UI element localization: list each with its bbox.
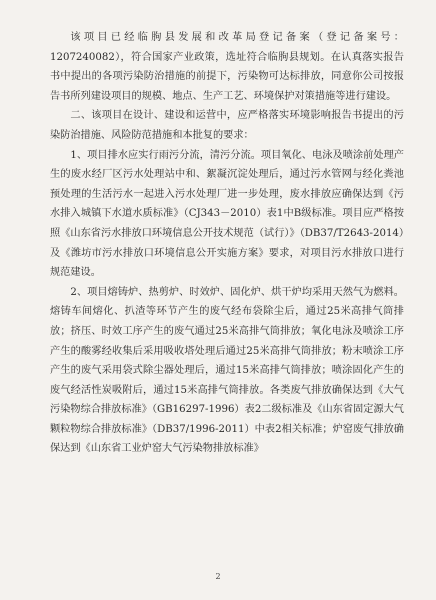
paragraph-section-two: 二、该项目在设计、建设和运营中，应严格落实环境影响报告书提出的污染防治措施、风险防范措施和本批复的要求：: [50, 110, 404, 141]
page-number: 2: [215, 572, 221, 581]
paragraph-item-exhaust: 2、项目熔铸炉、热剪炉、时效炉、固化炉、烘干炉均采用天然气为燃料。熔铸车间熔化、扒渣等环节产生的废气经布袋除尘后，通过25米高排气筒排放；挤压、时效工序产生的废气通过25米高排气筒排放；氧化电泳及喷涂工序产生的酸雾经收集后采用吸收塔处理后通过25米高排气筒排放；粉末喷涂工序产生的废气采用袋式除尘器处理后，通过15米高排气筒排放；喷涂固化产生的废气经活性炭吸附后，通过15米高排气筒排放。各类废气排放确保达到《大气污染物综合排放标准》（GB16297-1996）表2二级标准及《山东省固定源大气颗粒物综合排放标准》（DB37/1996-2011）中表2相关标准；炉窑废气排放确保达到《山东省工业炉窑大气污染物排放标准》: [50, 286, 404, 455]
document-body: [50, 28, 404, 459]
paragraph-item-wastewater: 1、项目排水应实行雨污分流，清污分流。项目氧化、电泳及喷涂前处理产生的废水经厂区污水处理站中和、絮凝沉淀处理后，通过污水管网与经化粪池预处理的生活污水一起进入污水处理厂进一步处理，废水排放应确保达到《污水排入城镇下水道水质标准》（CJ343－2010）表1中B级标准。项目应严格按照《山东省污水排放口环境信息公开技术规范（试行）》（DB37/T2643-2014）及《潍坊市污水排放口环境信息公开实施方案》要求，对项目污水排放口进行规范建设。: [50, 149, 404, 279]
paragraph-approval-basis: 该项目已经临朐县发展和改革局登记备案（登记备案号：1207240082），符合国家产业政策，选址符合临朐县规划。在认真落实报告书中提出的各项污染防治措施的前提下，污染物可达标排放，同意你公司按报告书所列建设项目的规模、地点、生产工艺、环境保护对策措施等进行建设。: [50, 32, 404, 102]
